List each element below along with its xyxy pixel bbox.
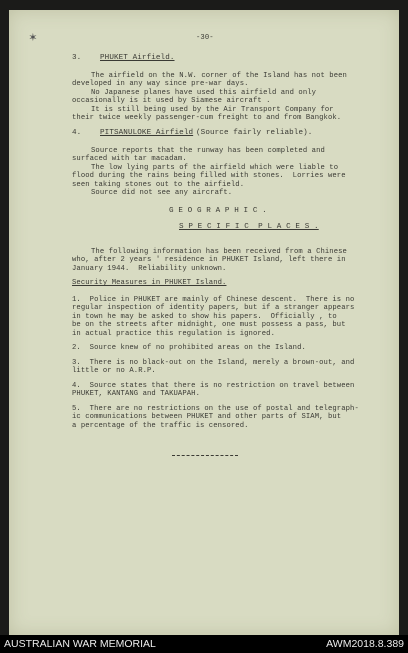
pitsanuloke-line: The low lying parts of the airfield which were liable to bbox=[91, 164, 339, 172]
pitsanuloke-line: surfaced with tar macadam. bbox=[72, 155, 187, 163]
security-item-line: little or no A.R.P. bbox=[72, 367, 156, 375]
pitsanuloke-heading-number: 4. bbox=[72, 129, 82, 137]
specific-places-heading: S P E C I F I C P L A C E S . bbox=[179, 223, 319, 231]
security-item-line: 4. Source states that there is no restriction on travel between bbox=[72, 382, 355, 390]
pitsanuloke-line: flood during the rains being filled with stones. Lorries were bbox=[72, 172, 346, 180]
pitsanuloke-heading: PITSANULOKE Airfield bbox=[100, 129, 194, 137]
security-item-line: a percentage of the traffic is censored. bbox=[72, 422, 249, 430]
phuket-line: No Japanese planes have used this airfield and only bbox=[91, 89, 317, 97]
archive-footer-bar bbox=[0, 635, 408, 653]
security-heading: Security Measures in PHUKET Island. bbox=[72, 279, 227, 287]
security-item-line: 3. There is no black-out on the Island, merely a brown-out, and bbox=[72, 359, 355, 367]
intro-line: who, after 2 years ' residence in PHUKET Island, left there in bbox=[72, 256, 346, 264]
intro-line: January 1944. Reliability unknown. bbox=[72, 265, 227, 273]
security-item-line: in town he may be asked to show his papers. Officially , to bbox=[72, 313, 337, 321]
closing-dashed-rule bbox=[172, 455, 238, 456]
pitsanuloke-line: Source did not see any aircraft. bbox=[91, 189, 233, 197]
phuket-heading: PHUKET Airfield. bbox=[100, 54, 175, 62]
intro-line: The following information has been received from a Chinese bbox=[91, 248, 347, 256]
page-number: -30- bbox=[196, 34, 214, 42]
phuket-line: It is still being used by the Air Transport Company for bbox=[91, 106, 334, 114]
security-item-line: PHUKET, KANTANG and TAKUAPAH. bbox=[72, 390, 200, 398]
security-item-line: be on the streets after midnight, one must possess a pass, but bbox=[72, 321, 346, 329]
security-item-line: 2. Source knew of no prohibited areas on the Island. bbox=[72, 344, 306, 352]
document-page bbox=[9, 10, 399, 635]
footer-institution: AUSTRALIAN WAR MEMORIAL bbox=[4, 638, 156, 650]
security-item-line: ic communications between PHUKET and other parts of SIAM, but bbox=[72, 413, 342, 421]
phuket-line: The airfield on the N.W. corner of the Island has not been bbox=[91, 72, 347, 80]
phuket-line: developed in any way since pre-war days. bbox=[72, 80, 249, 88]
pitsanuloke-line: seen taking stones out to the airfield. bbox=[72, 181, 245, 189]
security-item-line: 5. There are no restrictions on the use of postal and telegraph- bbox=[72, 405, 359, 413]
footer-accession-number: AWM2018.8.389 bbox=[326, 638, 404, 650]
pitsanuloke-reliability: (Source fairly reliable). bbox=[196, 129, 313, 137]
security-item-line: 1. Police in PHUKET are mainly of Chinese descent. There is no bbox=[72, 296, 355, 304]
pin-mark-icon: ✶ bbox=[29, 30, 37, 45]
pitsanuloke-line: Source reports that the runway has been completed and bbox=[91, 147, 325, 155]
phuket-line: occasionally is it used by Siamese aircraft . bbox=[72, 97, 271, 105]
phuket-line: their twice weekly passenger-cum freight to and from Bangkok. bbox=[72, 114, 342, 122]
phuket-heading-number: 3. bbox=[72, 54, 82, 62]
security-item-line: in actual practice this regulation is ignored. bbox=[72, 330, 276, 338]
geographic-heading: G E O G R A P H I C . bbox=[169, 207, 267, 215]
security-item-line: regular inspection of identity papers, but if a stranger appears bbox=[72, 304, 355, 312]
